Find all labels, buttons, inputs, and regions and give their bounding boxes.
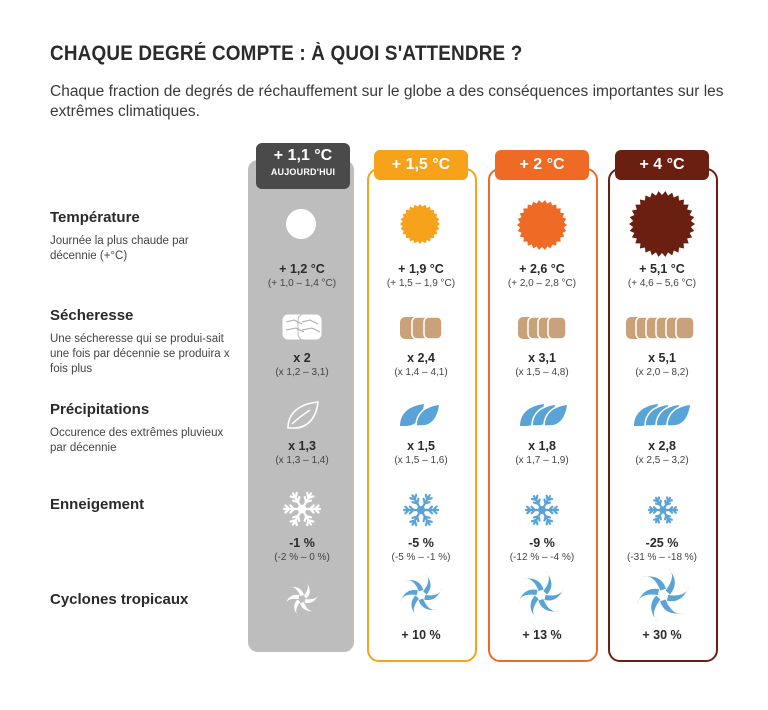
page-title: CHAQUE DEGRÉ COMPTE : À QUOI S'ATTENDRE ? [50,42,523,65]
value-main: -1 % [289,536,315,550]
value-main: x 1,5 [407,439,435,453]
column-header-2: + 2 °C [495,150,589,180]
value-cell [242,439,362,466]
value-cell [482,628,602,642]
snowflake-icon [523,491,561,529]
row-title-cyclones: Cyclones tropicaux [50,591,189,608]
value-cell [602,628,722,642]
value-main: -5 % [408,536,434,550]
sun-icon [516,199,568,251]
value-cell [602,262,722,289]
value-cell [602,351,722,378]
snowflake-icon [646,493,680,527]
value-cell [242,351,362,378]
value-cell [482,439,602,466]
value-cell [602,536,722,563]
row-desc-precipitations: Occurence des extrêmes pluvieux par décennie [50,427,224,454]
value-main: -25 % [645,536,679,550]
value-range: (+ 4,6 – 5,6 °C) [627,278,697,289]
row-label-cyclones [50,591,188,608]
value-cell [361,351,481,378]
sun-icon [284,207,318,241]
snowflake-icon [401,490,441,530]
drought-icon [516,314,570,344]
value-main: + 30 % [642,628,682,642]
row-desc-temperature: Journée la plus chaude par décennie (+°C) [50,235,189,262]
value-range: (x 1,3 – 1,4) [275,455,329,466]
row-label-temperature [50,209,230,264]
value-cell [602,439,722,466]
row-label-precipitations [50,401,230,456]
row-title-enneigement: Enneigement [50,496,145,513]
value-cell [361,439,481,466]
sun-icon [628,190,696,258]
column-header-today-sublabel: AUJOURD'HUI [270,167,336,177]
row-title-temperature: Température [50,209,140,226]
value-range: (x 2,0 – 8,2) [635,367,689,378]
value-main: + 1,9 °C [398,262,444,276]
cyclone-icon [282,579,322,619]
value-range: (x 1,4 – 4,1) [394,367,448,378]
value-main: + 2,6 °C [519,262,565,276]
page-subtitle: Chaque fraction de degrés de réchauffement sur le globe a des conséquences importantes sur les extrêmes climatiques. [50,83,724,120]
value-main: x 3,1 [528,351,556,365]
value-range: (x 1,2 – 3,1) [275,367,329,378]
value-range: (-2 % – 0 %) [274,552,330,563]
value-range: (-12 % – -4 %) [509,552,575,563]
value-main: x 1,8 [528,439,556,453]
value-range: (x 1,7 – 1,9) [515,455,569,466]
value-cell [482,536,602,563]
sun-icon [398,202,442,246]
value-cell [242,536,362,563]
value-cell [361,536,481,563]
value-cell [242,262,362,289]
drought-icon [398,314,444,344]
cyclone-icon [397,571,445,619]
value-main: + 1,2 °C [279,262,325,276]
raindrop-icon [398,400,444,430]
value-main: x 2,8 [648,439,676,453]
row-title-secheresse: Sécheresse [50,307,134,324]
value-main: x 5,1 [648,351,676,365]
raindrop-icon [518,400,570,430]
row-label-secheresse [50,307,230,377]
value-range: (-5 % – -1 %) [391,552,451,563]
value-main: x 1,3 [288,439,316,453]
value-cell [482,262,602,289]
value-range: (-31 % – -18 %) [626,552,698,563]
column-header-1-5: + 1,5 °C [374,150,468,180]
cyclone-icon [634,566,692,624]
value-range: (x 2,5 – 3,2) [635,455,689,466]
row-title-precipitations: Précipitations [50,401,150,418]
snowflake-icon [280,487,324,531]
raindrop-icon [632,400,694,430]
cyclone-icon [515,569,567,621]
drought-icon [624,314,698,344]
value-range: (x 1,5 – 4,8) [515,367,569,378]
raindrop-icon [284,398,324,432]
column-header-4: + 4 °C [615,150,709,180]
value-cell [482,351,602,378]
value-main: x 2 [293,351,311,365]
value-main: + 10 % [401,628,441,642]
row-desc-secheresse: Une sécheresse qui se produi-sait une fois par décennie se produira x fois plus [50,333,230,375]
value-cell [361,628,481,642]
value-main: + 5,1 °C [639,262,685,276]
value-range: (+ 1,5 – 1,9 °C) [386,278,456,289]
column-header-today [256,143,350,189]
value-main: x 2,4 [407,351,435,365]
column-header-today-label: + 1,1 °C [273,147,333,164]
value-range: (+ 2,0 – 2,8 °C) [507,278,577,289]
value-main: + 13 % [522,628,562,642]
row-label-enneigement [50,496,144,513]
value-range: (+ 1,0 – 1,4 °C) [267,278,337,289]
value-cell [361,262,481,289]
value-main: -9 % [529,536,555,550]
drought-icon [280,310,326,346]
value-range: (x 1,5 – 1,6) [394,455,448,466]
